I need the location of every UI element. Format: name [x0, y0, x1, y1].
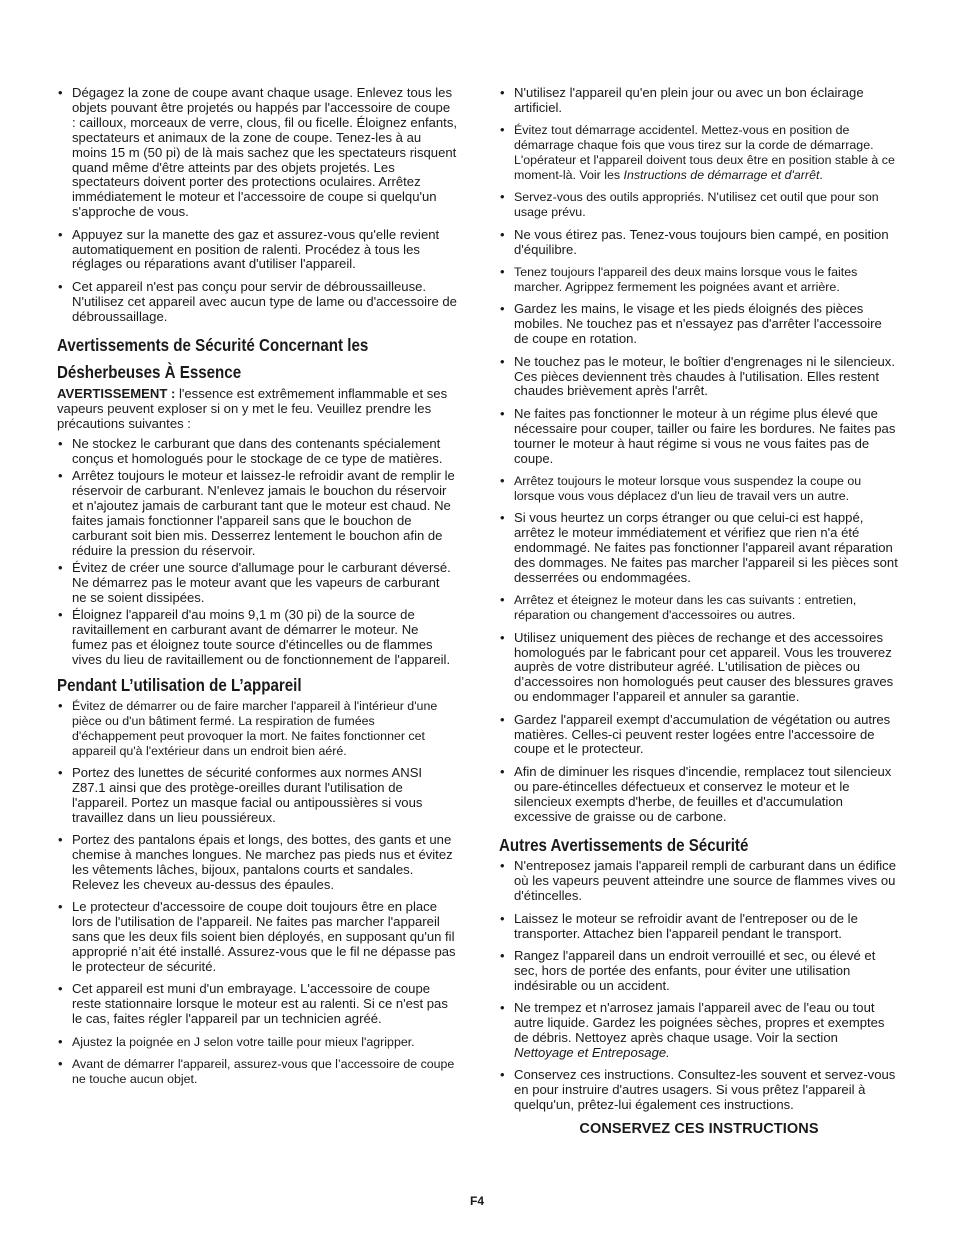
right-list	[499, 86, 899, 824]
list-item: • Ne faites pas fonctionner le moteur à un régime plus élevé que nécessaire pour couper, tailler ou faire les bordures. Ne faites pas tourner le moteur à haut régime si vous ne vous faites pas de coupe.	[499, 407, 899, 467]
list-item: • Conservez ces instructions. Consultez-les souvent et servez-vous en pour instruire d'autres usagers. Si vous prêtez l'appareil à quelqu'un, prêtez-lui également ces instructions.	[499, 1068, 899, 1113]
list-item: • Ne touchez pas le moteur, le boîtier d'engrenages ni le silencieux. Ces pièces deviennent très chaudes à l'utilisation. Elles restent chaudes brièvement après l'arrêt.	[499, 355, 899, 400]
intro-list	[57, 86, 457, 325]
page-number: F4	[469, 1194, 484, 1208]
list-item: • Utilisez uniquement des pièces de rechange et des accessoires homologués par le fabricant pour cet appareil. Vous les trouverez auprès de votre distributeur agréé. L'utilisation de pièces ou d’accessoires non homologués peut causer des blessures graves ou endommager l’appareil et annuler sa garantie.	[499, 631, 899, 706]
fuel-section-title-line1: Avertissements de Sécurité Concernant les	[57, 335, 369, 356]
list-item: • Ne vous étirez pas. Tenez-vous toujours bien campé, en position d'équilibre.	[499, 228, 899, 258]
other-section-title: Autres Avertissements de Sécurité	[499, 835, 749, 856]
list-item: • Avant de démarrer l'appareil, assurez-vous que l’accessoire de coupe ne touche aucun objet.	[57, 1057, 457, 1087]
list-item: • Portez des lunettes de sécurité conformes aux normes ANSI Z87.1 ainsi que des protège-oreilles durant l'utilisation de l'appareil. Portez un masque facial ou antipoussières si vous travaillez dans un lieu poussiéreux.	[57, 766, 457, 826]
use-section-title: Pendant L’utilisation de L’appareil	[57, 674, 302, 695]
item-italic-ref: Instructions de démarrage et d'arrêt	[623, 168, 820, 183]
list-item: • Gardez les mains, le visage et les pieds éloignés des pièces mobiles. Ne touchez pas et n'essayez pas d'arrêter l'accessoire de coupe en rotation.	[499, 302, 899, 347]
fuel-section-title-line2: Désherbeuses À Essence	[57, 362, 242, 383]
warning-label: AVERTISSEMENT :	[57, 386, 176, 402]
list-item: • Gardez l'appareil exempt d'accumulation de végétation ou autres matières. Celles-ci peuvent rester logées entre l'accessoire de coupe et le protecteur.	[499, 713, 899, 758]
list-item: • Cet appareil est muni d'un embrayage. L'accessoire de coupe reste stationnaire lorsque le moteur est au ralenti. Si ce n'est pas le cas, faites régler l'appareil par un technicien agréé.	[57, 982, 457, 1027]
item-text: Évitez tout démarrage accidentel. Mettez-vous en position de démarrage chaque fois que vous tirez sur la corde de démarrage. L'opérateur et l'appareil doivent tous deux être en position stable à ce moment-là. Voir les	[514, 123, 895, 183]
fuel-list	[57, 437, 457, 668]
list-item: • Rangez l'appareil dans un endroit verrouillé et sec, ou élevé et sec, hors de portée des enfants, pour éviter une utilisation indésirable ou un accident.	[499, 949, 899, 994]
list-item: • Arrêtez toujours le moteur lorsque vous suspendez la coupe ou lorsque vous vous déplacez d'un lieu de travail vers un autre.	[499, 474, 899, 504]
closing-note: CONSERVEZ CES INSTRUCTIONS	[579, 1120, 819, 1137]
list-item: • Ne stockez le carburant que dans des contenants spécialement conçus et homologués pour le stockage de ce type de matières.	[57, 437, 457, 467]
list-item	[499, 1001, 899, 1061]
list-item: • Portez des pantalons épais et longs, des bottes, des gants et une chemise à manches longues. Ne marchez pas pieds nus et évitez les vêtements lâches, bijoux, pantalons courts et sandales. Relevez les cheveux au-dessus des épaules.	[57, 833, 457, 893]
list-item: • N'entreposez jamais l'appareil rempli de carburant dans un édifice où les vapeurs peuvent atteindre une source de flammes vives ou d'étincelles.	[499, 859, 899, 904]
list-item: • Le protecteur d'accessoire de coupe doit toujours être en place lors de l'utilisation de l'appareil. Ne faites pas marcher l'appareil sans que les deux fils soient bien déployés, en supposant qu'un fil approprié n’ait été installé. Assurez-vous que le fil ne dépasse pas le protecteur de sécurité.	[57, 900, 457, 975]
list-item: • Servez-vous des outils appropriés. N'utilisez cet outil que pour son usage prévu.	[499, 190, 899, 220]
list-item: • Évitez de créer une source d'allumage pour le carburant déversé. Ne démarrez pas le moteur avant que les vapeurs de carburant ne se soient dissipées.	[57, 561, 457, 606]
list-item: • Si vous heurtez un corps étranger ou que celui-ci est happé, arrêtez le moteur immédiatement et vérifiez que rien n'a été endommagé. Ne faites pas fonctionner l'appareil avant réparation des dommages. Ne faites pas marcher l'appareil si les pièces sont desserrées ou endommagées.	[499, 511, 899, 586]
right-column	[499, 86, 899, 1137]
list-item	[499, 123, 899, 183]
warning-text: l'essence est extrêmement inflammable et ses vapeurs peuvent exploser si on y met le feu. Veuillez prendre les précautions suivantes :	[57, 386, 448, 431]
fuel-warning	[57, 387, 457, 432]
list-item: • Ajustez la poignée en J selon votre taille pour mieux l'agripper.	[57, 1035, 457, 1050]
list-item: • Afin de diminuer les risques d'incendie, remplacez tout silencieux ou pare-étincelles défectueux et conservez le moteur et le silencieux exempts d'herbe, de feuilles et d'accumulation excessive de graisse ou de carbone.	[499, 765, 899, 825]
left-column	[57, 86, 457, 1094]
use-list	[57, 699, 457, 1087]
list-item: • Laissez le moteur se refroidir avant de l'entreposer ou de le transporter. Attachez bien l'appareil pendant le transport.	[499, 912, 899, 942]
list-item: • Arrêtez toujours le moteur et laissez-le refroidir avant de remplir le réservoir de carburant. N'enlevez jamais le bouchon du réservoir et n'ajoutez jamais de carburant tant que le moteur est chaud. Ne faites jamais fonctionner l'appareil sans que le bouchon de carburant soit bien mis. Desserrez lentement le bouchon afin de réduire la pression du réservoir.	[57, 469, 457, 558]
list-item: • Appuyez sur la manette des gaz et assurez-vous qu'elle revient automatiquement en position de ralenti. Procédez à tous les réglages ou réparations avant d'utiliser l'appareil.	[57, 228, 457, 273]
list-item: • Arrêtez et éteignez le moteur dans les cas suivants : entretien, réparation ou changement d'accessoires ou autres.	[499, 593, 899, 623]
other-list	[499, 859, 899, 1113]
item-end: .	[819, 168, 823, 183]
list-item: • Dégagez la zone de coupe avant chaque usage. Enlevez tous les objets pouvant être projetés ou happés par l'accessoire de coupe : cailloux, morceaux de verre, clous, fil ou ficelle. Éloignez enfants, spectateurs et animaux de la zone de coupe. Tenez-les à au moins 15 m (50 pi) de là mais sachez que les spectateurs risquent quand même d'être atteints par des objets projetés. Les spectateurs doivent porter des protections oculaires. Arrêtez immédiatement le moteur et l'accessoire de coupe si quelqu'un s'approche de vous.	[57, 86, 457, 220]
list-item: • Cet appareil n'est pas conçu pour servir de débroussailleuse. N'utilisez cet appareil avec aucun type de lame ou d'accessoire de débroussaillage.	[57, 280, 457, 325]
list-item: • Tenez toujours l'appareil des deux mains lorsque vous le faites marcher. Agrippez fermement les poignées avant et arrière.	[499, 265, 899, 295]
list-item: • Éloignez l'appareil d'au moins 9,1 m (30 pi) de la source de ravitaillement en carburant avant de démarrer le moteur. Ne fumez pas et éloignez toute source d'étincelles ou de flammes vives du lieu de ravitaillement ou de fonctionnement de l'appareil.	[57, 608, 457, 668]
list-item: • Évitez de démarrer ou de faire marcher l'appareil à l'intérieur d'une pièce ou d'un bâtiment fermé. La respiration de fumées d'échappement peut provoquer la mort. Ne faites fonctionner cet appareil qu'à l'extérieur dans un endroit bien aéré.	[57, 699, 457, 759]
item-italic-ref: Nettoyage et Entreposage.	[514, 1044, 670, 1060]
list-item: • N'utilisez l'appareil qu'en plein jour ou avec un bon éclairage artificiel.	[499, 86, 899, 116]
item-text: Ne trempez et n'arrosez jamais l'appareil avec de l'eau ou tout autre liquide. Gardez les poignées sèches, propres et exemptes de débris. Nettoyez après chaque usage. Voir la section	[514, 1000, 885, 1046]
